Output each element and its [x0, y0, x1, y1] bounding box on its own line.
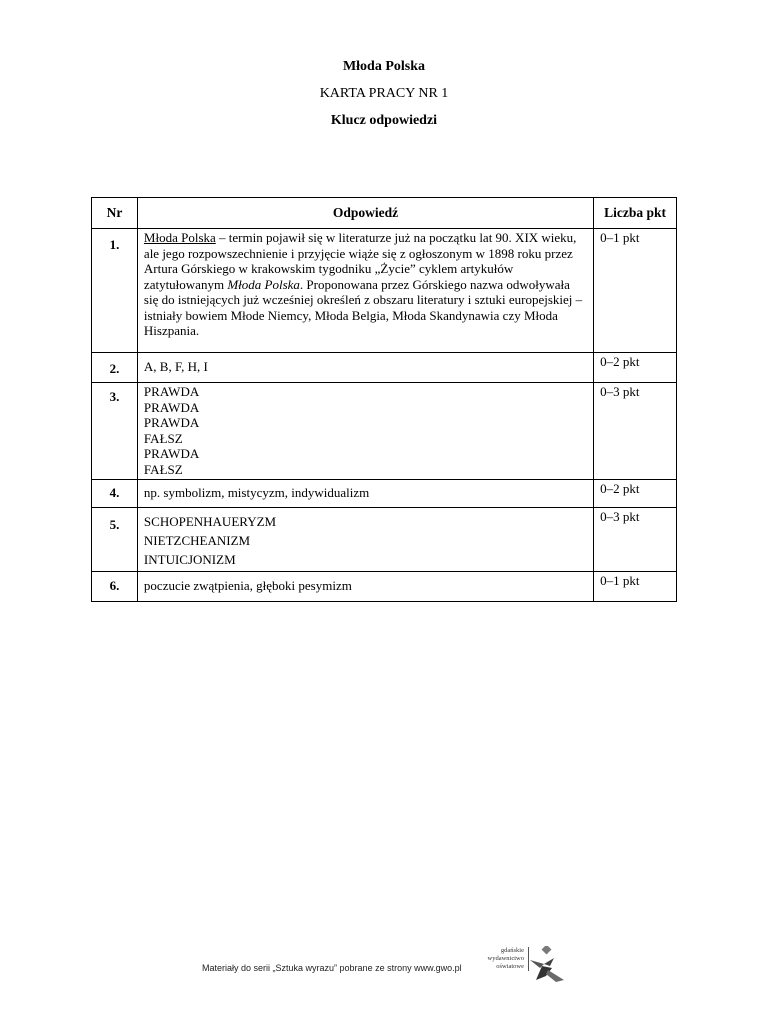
publisher-line: wydawnictwo [487, 955, 524, 962]
answer-line: PRAWDA [143, 446, 200, 461]
answer-line: FAŁSZ [143, 461, 183, 477]
row-number: 2. [92, 353, 138, 383]
answer-line: NIETZCHEANIZM [143, 533, 251, 548]
answer-line: PRAWDA [143, 384, 200, 399]
table-row [92, 480, 677, 508]
footer-note: Materiały do serii „Sztuka wyrazu” pobrane ze strony www.gwo.pl [202, 963, 462, 973]
row-points: 0–1 pkt [594, 572, 677, 602]
table-header-row [92, 198, 677, 229]
row-number: 6. [92, 572, 138, 602]
table-row [92, 508, 677, 572]
publisher-line: gdańskie [500, 947, 524, 954]
row-answer [137, 383, 593, 480]
table-row [92, 229, 677, 353]
row-answer: poczucie zwątpienia, głęboki pesymizm [137, 572, 593, 602]
column-header-points: Liczba pkt [594, 198, 677, 229]
answer-line: PRAWDA [143, 415, 200, 430]
answer-line: INTUICJONIZM [143, 552, 236, 567]
gwo-logo-icon [528, 946, 568, 989]
answer-key-table [91, 197, 677, 602]
row-answer: A, B, F, H, I [137, 353, 593, 383]
table-row [92, 353, 677, 383]
worksheet-subtitle: KARTA PRACY NR 1 [319, 86, 449, 101]
answer-term: Młoda Polska [143, 230, 216, 245]
answer-text-continued: . Proponowana przez Górskiego nazwa odwoływała się do istniejących już wcześniej określeń z obszaru literatury i sztuki europejskiej – istniały bowiem Młode Niemcy, Młoda Belgia, Młoda Skandynawia czy Młoda Hiszpania. [143, 276, 583, 338]
row-points: 0–3 pkt [594, 383, 677, 480]
column-header-nr: Nr [92, 198, 138, 229]
row-answer [137, 508, 593, 572]
row-points: 0–2 pkt [594, 480, 677, 508]
answer-text: – termin pojawił się w literaturze już na początku lat 90. XIX wieku, ale jego rozpowszechnienie i przyjęcie wiąże się z ogłoszonym w 1898 roku przez Artura Górskiego w krakowskim tygodniku „Życie” cyklem artykułów zatytułowanym [143, 230, 577, 292]
publisher-name [482, 947, 529, 971]
row-number: 4. [92, 480, 138, 508]
table-row [92, 572, 677, 602]
column-header-answer: Odpowiedź [137, 198, 593, 229]
page-header [0, 58, 768, 130]
row-points: 0–3 pkt [594, 508, 677, 572]
answer-key-label: Klucz odpowiedzi [330, 113, 438, 128]
answer-line: SCHOPENHAUERYZM [143, 514, 277, 529]
table-row [92, 383, 677, 480]
row-points: 0–1 pkt [594, 229, 677, 353]
row-answer: np. symbolizm, mistycyzm, indywidualizm [137, 480, 593, 508]
row-answer [137, 229, 593, 353]
row-number: 5. [92, 508, 138, 572]
page-title: Młoda Polska [342, 59, 426, 74]
publisher-line: oświatowe [496, 963, 524, 970]
row-points: 0–2 pkt [594, 353, 677, 383]
answer-line: PRAWDA [143, 399, 200, 415]
row-number: 1. [92, 229, 138, 353]
answer-italic-title: Młoda Polska [227, 276, 300, 292]
row-number: 3. [92, 383, 138, 480]
answer-line: FAŁSZ [143, 430, 183, 446]
